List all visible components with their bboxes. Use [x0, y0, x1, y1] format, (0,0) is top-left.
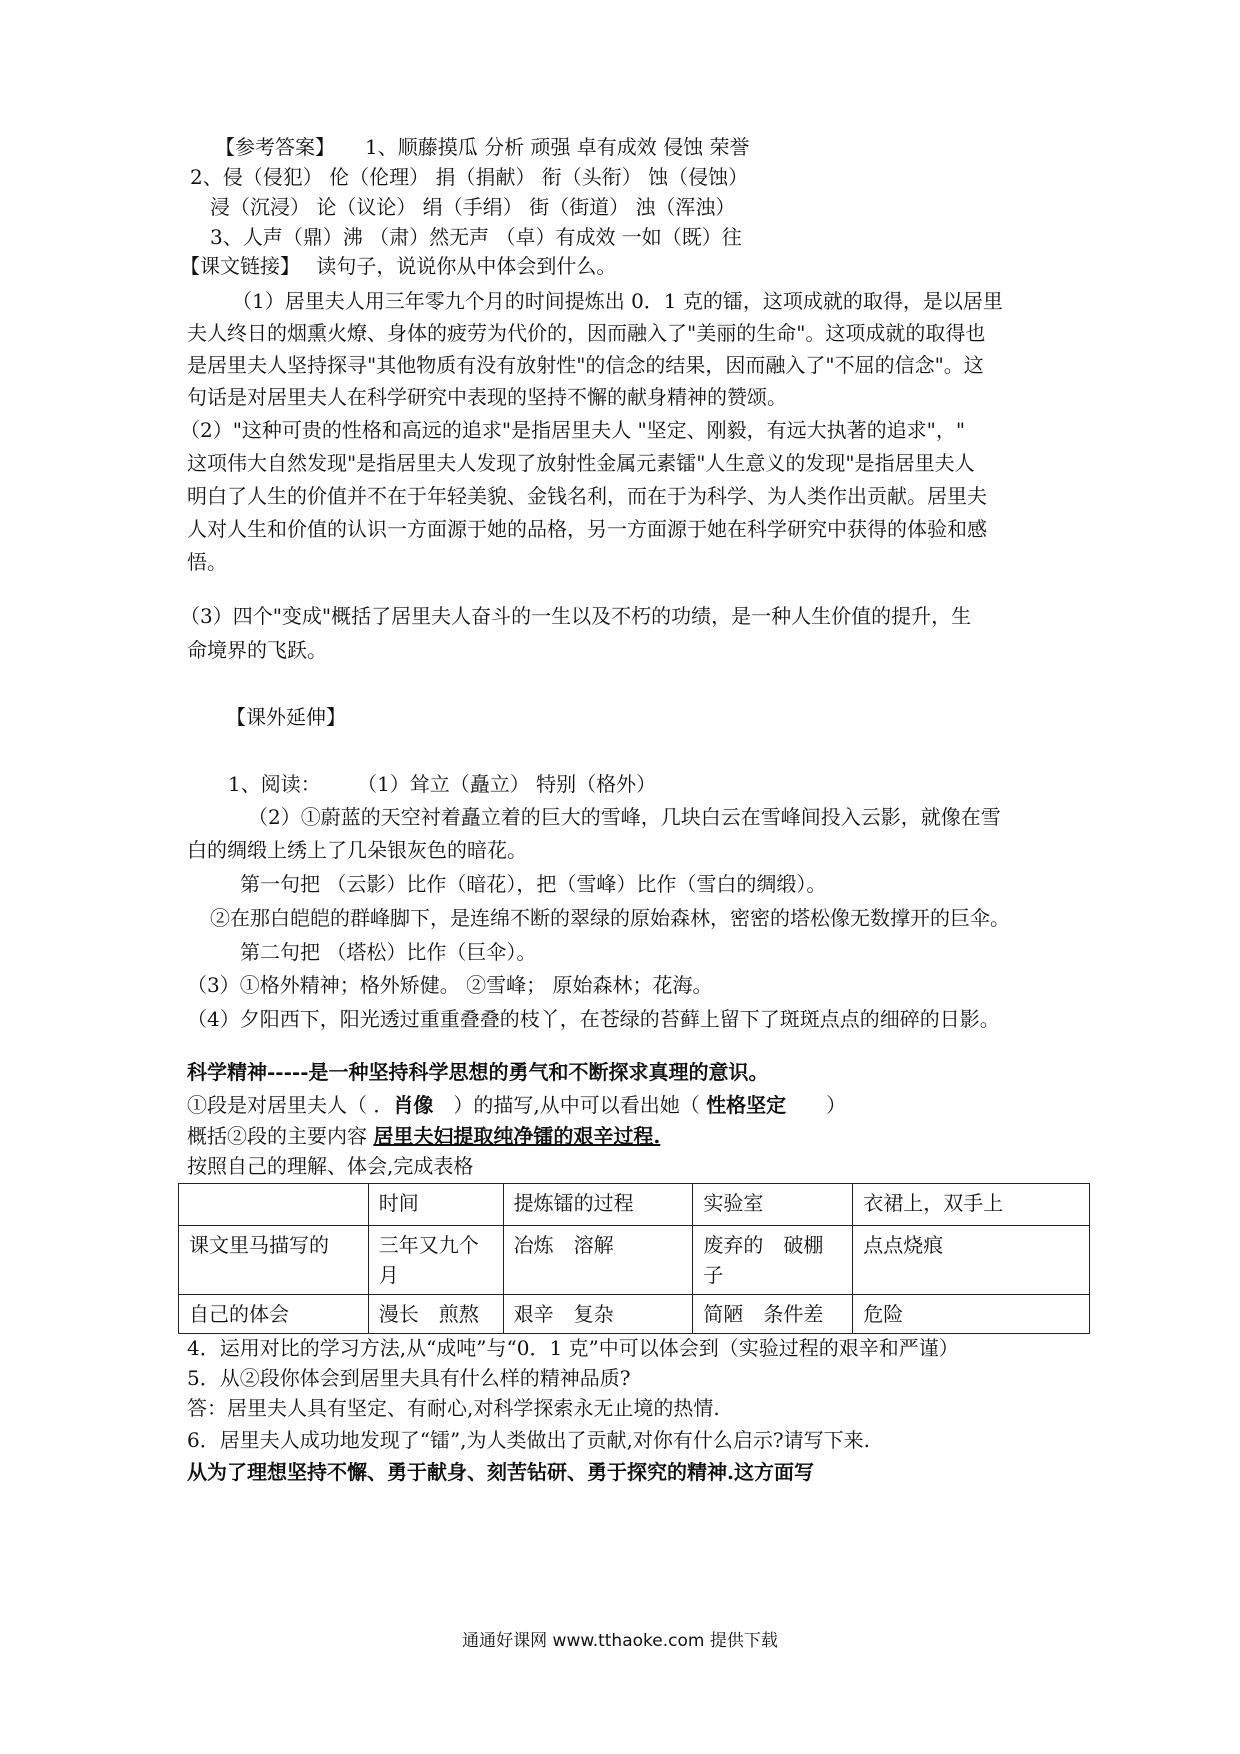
table-cell: 冶炼 溶解 [503, 1226, 693, 1295]
lesson-link-p2-line-1: （2）"这种可贵的性格和高远的追求"是指居里夫人 "坚定、刚毅，有远大执著的追求"，" [180, 418, 966, 442]
question-1-answer-character: 性格坚定 [706, 1093, 787, 1117]
extension-line-1: 1、阅读： （1）耸立（矗立） 特别（格外） [228, 772, 657, 796]
lesson-link-p3-line-1: （3）四个"变成"概括了居里夫人奋斗的一生以及不朽的功绩，是一种人生价值的提升，生 [180, 604, 972, 628]
lesson-link-p3-line-2: 命境界的飞跃。 [187, 638, 327, 662]
table-cell: 危险 [853, 1295, 1090, 1334]
question-1-answer-portrait: 肖像 [393, 1093, 434, 1117]
question-6-answer [187, 1458, 814, 1486]
answers-line-1: 【参考答案】 1、顺藤摸瓜 分析 顽强 卓有成效 侵蚀 荣誉 [215, 135, 750, 159]
table-cell: 课文里马描写的 [179, 1226, 369, 1295]
question-6: 6．居里夫人成功地发现了“镭”,为人类做出了贡献,对你有什么启示?请写下来. [187, 1428, 870, 1452]
lesson-link-p2-line-2: 这项伟大自然发现"是指居里夫人发现了放射性金属元素镭"人生意义的发现"是指居里夫人 [187, 451, 975, 475]
question-2-prompt: 概括②段的主要内容 [187, 1124, 374, 1148]
extension-line-2: （2）①蔚蓝的天空衬着矗立着的巨大的雪峰，几块白云在雪峰间投入云影，就像在雪 [248, 805, 1001, 829]
table-instruction: 按照自己的理解、体会,完成表格 [187, 1154, 474, 1178]
extension-line-3: 白的绸缎上绣上了几朵银灰色的暗花。 [187, 838, 527, 862]
table-cell [179, 1184, 369, 1226]
lesson-link-p1-line-2: 夫人终日的烟熏火燎、身体的疲劳为代价的，因而融入了"美丽的生命"。这项成就的取得也 [187, 321, 986, 345]
lesson-link-heading: 【课文链接】 读句子，说说你从中体会到什么。 [180, 254, 617, 278]
question-6-answer-prefix: 从 [187, 1460, 207, 1484]
extension-line-7: （3）①格外精神；格外矫健。 ②雪峰； 原始森林；花海。 [187, 973, 713, 997]
lesson-link-p1-line-3: 是居里夫人坚持探寻"其他物质有没有放射性"的信念的结果，因而融入了"不屈的信念"。这 [187, 353, 984, 377]
table-cell: 时间 [368, 1184, 503, 1226]
table-row [179, 1226, 1090, 1295]
table-cell: 点点烧痕 [853, 1226, 1090, 1295]
table-row [179, 1295, 1090, 1334]
table-cell: 实验室 [693, 1184, 853, 1226]
science-spirit-title: 科学精神-----是一种坚持科学思想的勇气和不断探求真理的意识。 [187, 1060, 769, 1084]
answers-line-3: 浸（沉浸） 论（议论） 绢（手绢） 街（街道） 浊（浑浊） [210, 195, 736, 219]
lesson-link-p1-line-1: （1）居里夫人用三年零九个月的时间提炼出 0．1 克的镭，这项成就的取得，是以居里 [232, 289, 1003, 313]
question-2-answer: 居里夫妇提取纯净镭的艰辛过程. [373, 1124, 661, 1148]
table-cell: 艰辛 复杂 [503, 1295, 693, 1334]
table-cell: 简陋 条件差 [693, 1295, 853, 1334]
extension-line-5: ②在那白皑皑的群峰脚下，是连绵不断的翠绿的原始森林，密密的塔松像无数撑开的巨伞。 [210, 906, 1010, 930]
table-cell: 衣裙上，双手上 [853, 1184, 1090, 1226]
extension-line-4: 第一句把 （云影）比作（暗花），把（雪峰）比作（雪白的绸缎）。 [240, 872, 827, 896]
lesson-link-p2-line-3: 明白了人生的价值并不在于年轻美貌、金钱名利，而在于为科学、为人类作出贡献。居里夫 [187, 484, 987, 508]
table-cell: 漫长 煎熬 [368, 1295, 503, 1334]
table-row [179, 1184, 1090, 1226]
question-5: 5．从②段你体会到居里夫具有什么样的精神品质? [187, 1366, 631, 1390]
question-5-answer: 答：居里夫人具有坚定、有耐心,对科学探索永无止境的热情. [187, 1396, 720, 1420]
table-cell: 废弃的 破棚子 [693, 1226, 853, 1295]
question-1-prefix: ①段是对居里夫人（ ． [187, 1093, 394, 1117]
extension-heading: 【课外延伸】 [226, 705, 346, 729]
answers-line-2: 2、侵（侵犯） 伦（伦理） 捐（捐献） 衔（头衔） 蚀（侵蚀） [190, 165, 749, 189]
comparison-table [178, 1183, 1090, 1334]
table-cell: 自己的体会 [179, 1295, 369, 1334]
page-footer: 通通好课网 www.tthaoke.com 提供下载 [462, 1631, 778, 1651]
question-6-answer-text: 为了理想坚持不懈、勇于献身、刻苦钻研、勇于探究的精神.这方面写 [207, 1460, 814, 1484]
extension-line-6: 第二句把 （塔松）比作（巨伞）。 [240, 940, 537, 964]
lesson-link-p2-line-4: 人对人生和价值的认识一方面源于她的品格，另一方面源于她在科学研究中获得的体验和感 [187, 517, 987, 541]
table-cell: 三年又九个月 [368, 1226, 503, 1295]
question-1-middle: ）的描写,从中可以看出她（ [433, 1093, 707, 1117]
extension-line-8: （4）夕阳西下，阳光透过重重叠叠的枝丫，在苍绿的苔藓上留下了斑斑点点的细碎的日影。 [187, 1007, 1000, 1031]
lesson-link-p2-line-5: 悟。 [187, 550, 227, 574]
question-4: 4．运用对比的学习方法,从“成吨”与“0．1 克”中可以体会到（实验过程的艰辛和严谨） [187, 1336, 959, 1360]
table-cell: 提炼镭的过程 [503, 1184, 693, 1226]
question-2 [187, 1122, 660, 1150]
question-1 [187, 1091, 846, 1119]
answers-line-4: 3、人声（鼎）沸 （肃）然无声 （卓）有成效 一如（既）往 [210, 225, 742, 249]
question-1-suffix: ） [786, 1093, 847, 1117]
lesson-link-p1-line-4: 句话是对居里夫人在科学研究中表现的坚持不懈的献身精神的赞颂。 [187, 385, 787, 409]
